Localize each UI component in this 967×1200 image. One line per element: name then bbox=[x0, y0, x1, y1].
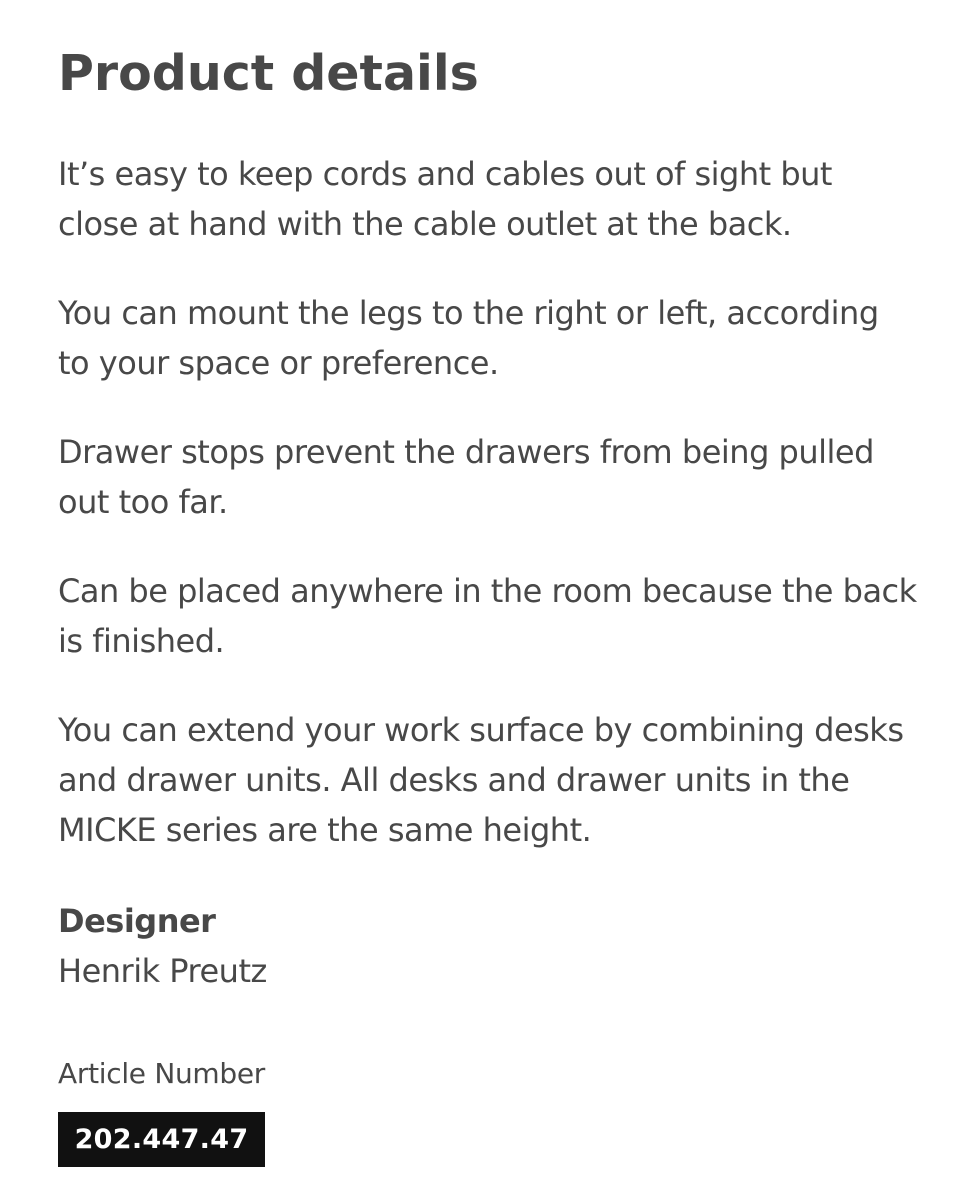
designer-heading: Designer bbox=[58, 902, 216, 940]
designer-section bbox=[58, 896, 918, 996]
description-paragraph-finished-back: Can be placed anywhere in the room because the back is finished. bbox=[58, 572, 917, 660]
description-paragraph-cable-outlet: It’s easy to keep cords and cables out of sight but close at hand with the cable outlet at the back. bbox=[58, 155, 832, 243]
description-paragraph-drawer-stops: Drawer stops prevent the drawers from being pulled out too far. bbox=[58, 433, 874, 521]
article-number-label: Article Number bbox=[58, 1057, 266, 1090]
description-paragraph-legs: You can mount the legs to the right or left, according to your space or preference. bbox=[58, 294, 879, 382]
product-details-title: Product details bbox=[58, 45, 479, 102]
article-number-badge: 202.447.47 bbox=[58, 1112, 265, 1167]
description-paragraph-extend-surface: You can extend your work surface by combining desks and drawer units. All desks and drawer units in the MICKE series are the same height. bbox=[58, 711, 904, 849]
product-description bbox=[58, 149, 918, 894]
designer-name: Henrik Preutz bbox=[58, 952, 267, 990]
